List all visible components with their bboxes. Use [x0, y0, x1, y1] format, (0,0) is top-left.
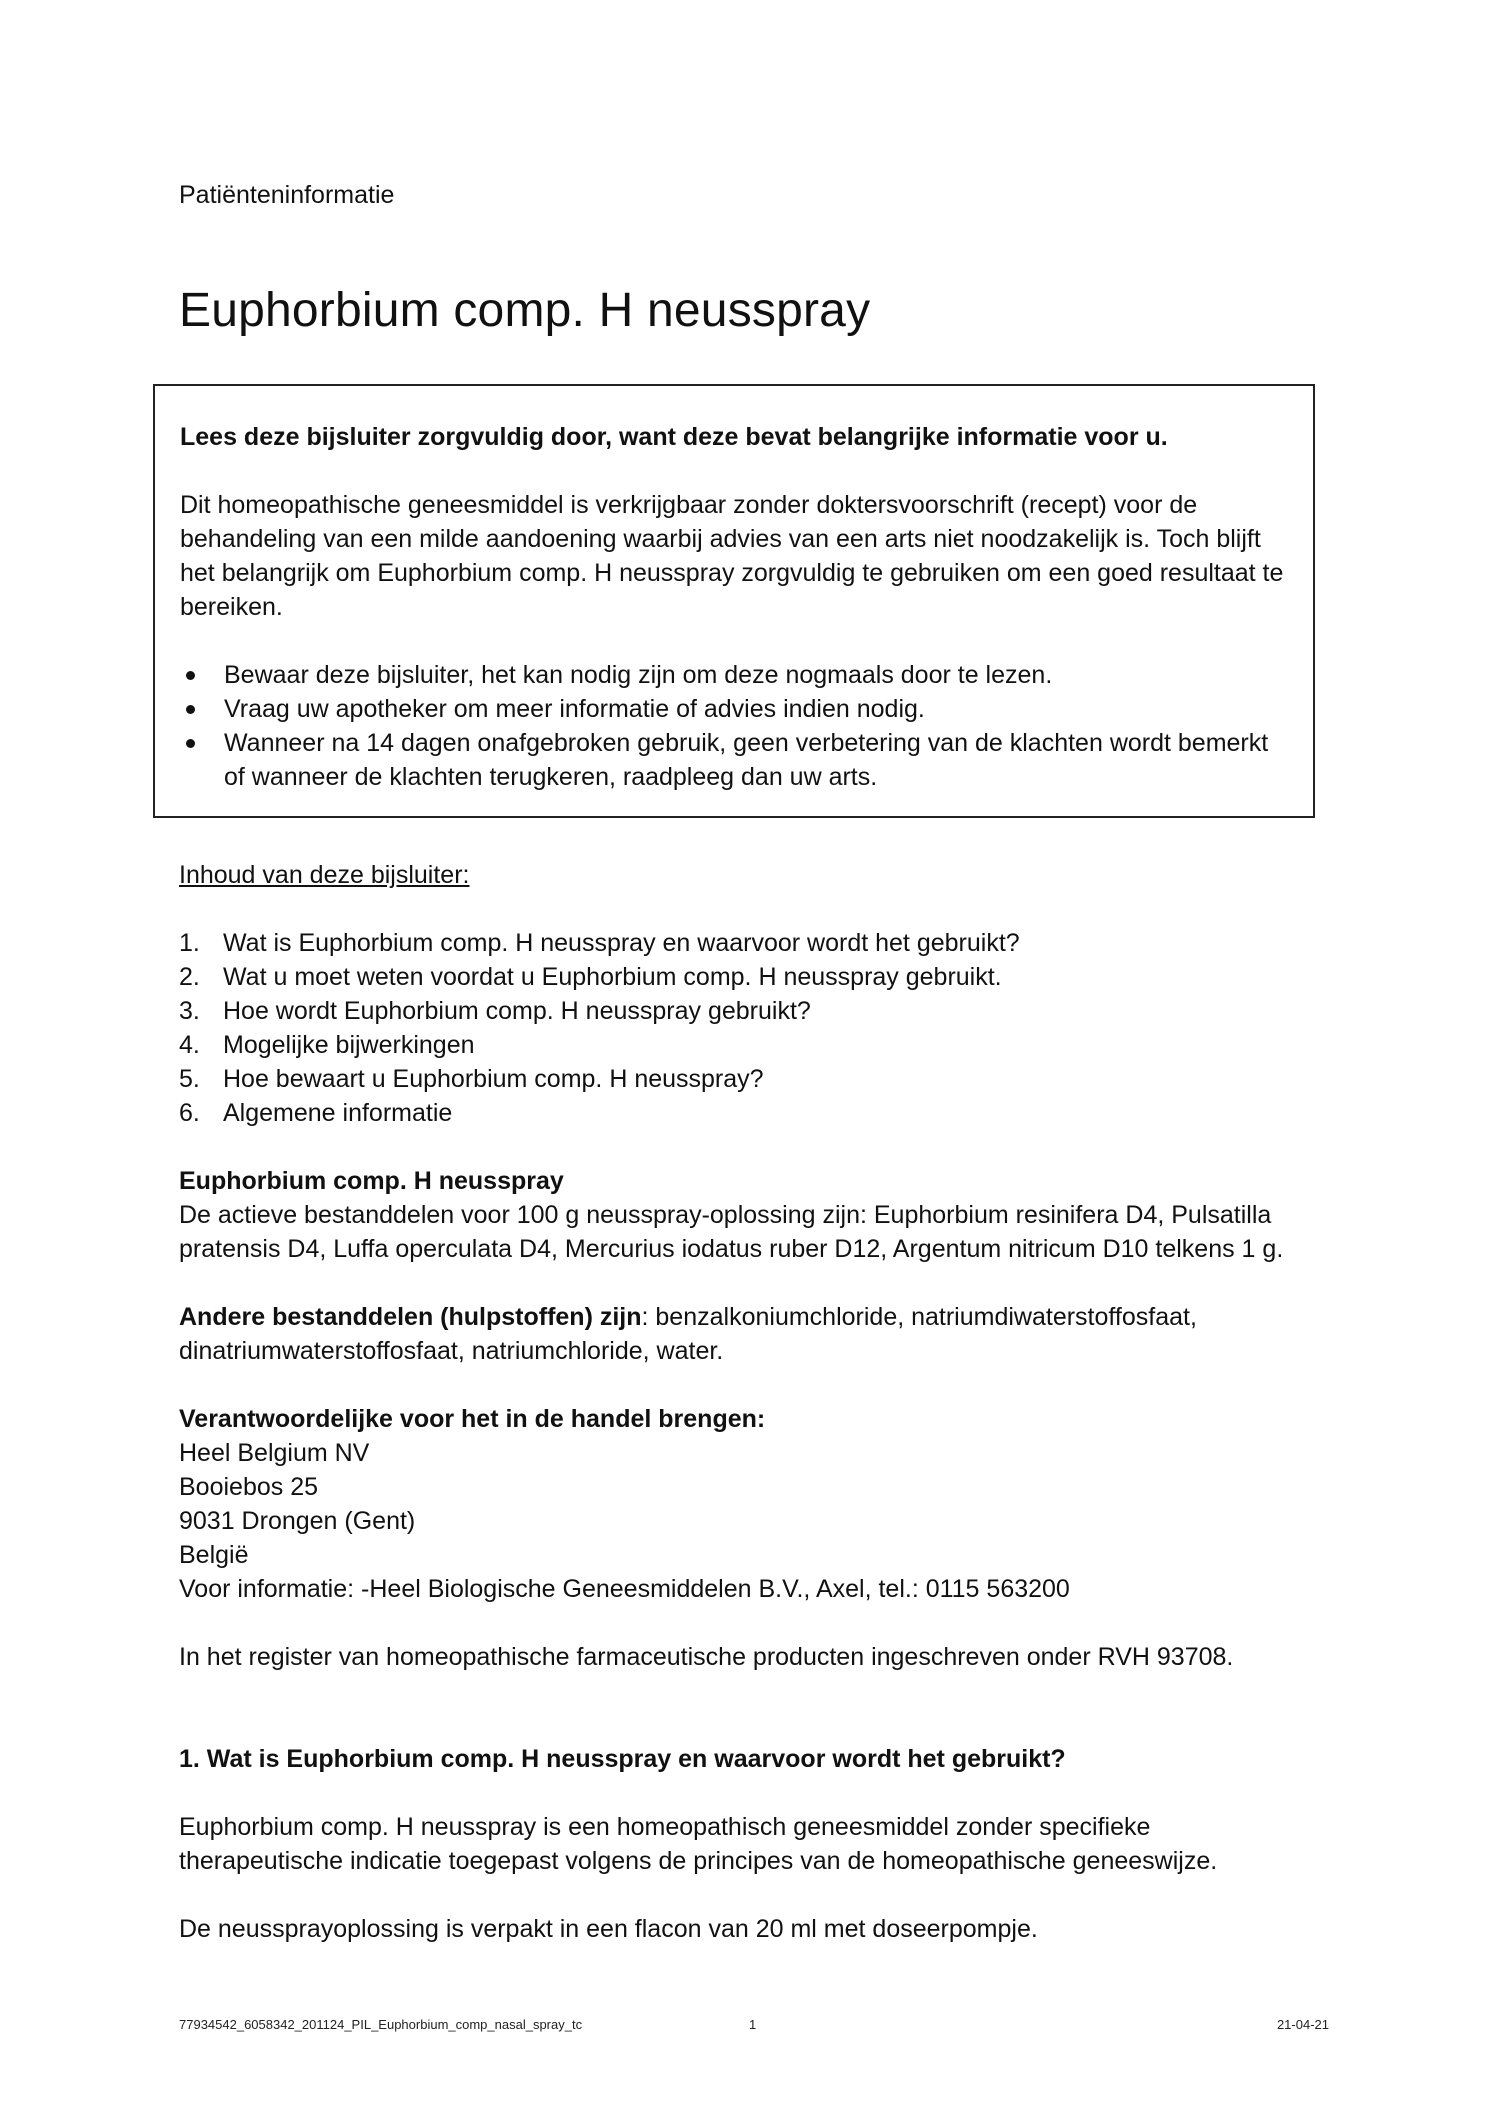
- excipients-label: Andere bestanddelen (hulpstoffen) zijn: [179, 1303, 642, 1331]
- toc-item: [179, 960, 1319, 994]
- marketing-holder-contact: Voor informatie: -Heel Biologische Geneesmiddelen B.V., Axel, tel.: 0115 563200: [179, 1575, 1070, 1603]
- document-body: [179, 178, 1319, 1946]
- marketing-holder-name: Heel Belgium NV: [179, 1439, 370, 1467]
- bullet-icon: [186, 705, 195, 714]
- footer-date: 21-04-21: [1276, 2017, 1329, 2032]
- section-1-paragraph: De neussprayoplossing is verpakt in een flacon van 20 ml met doseerpompje.: [179, 1915, 1038, 1943]
- composition-text: De actieve bestanddelen voor 100 g neusspray-oplossing zijn: Euphorbium resinifera D4, Pulsatilla pratensis D4, Luffa operculata D4, Mercurius iodatus ruber D12, Argentum nitricum D10 telkens 1 g.: [179, 1201, 1284, 1263]
- toc-item-number: 4.: [179, 1031, 200, 1059]
- section-1-heading: 1. Wat is Euphorbium comp. H neusspray en waarvoor wordt het gebruikt?: [179, 1745, 1066, 1773]
- toc-list: [179, 926, 1319, 1130]
- bullet-icon: [186, 671, 195, 680]
- notice-bullet-list: [180, 658, 1289, 794]
- notice-bullet-item: [180, 726, 1289, 794]
- document-kicker: Patiënteninformatie: [179, 181, 395, 209]
- toc-item: [179, 1096, 1319, 1130]
- notice-bullet-text: Vraag uw apotheker om meer informatie of advies indien nodig.: [224, 695, 925, 723]
- toc-item-text: Wat is Euphorbium comp. H neusspray en waarvoor wordt het gebruikt?: [223, 929, 1020, 957]
- marketing-holder-country: België: [179, 1541, 249, 1569]
- notice-paragraph: Dit homeopathische geneesmiddel is verkrijgbaar zonder doktersvoorschrift (recept) voor de behandeling van een milde aandoening waarbij advies van een arts niet noodzakelijk is. Toch blijft het belangrijk om Euphorbium comp. H neusspray zorgvuldig te gebruiken om een goed resultaat te bereiken.: [180, 491, 1284, 621]
- marketing-holder-block: [179, 1402, 1319, 1606]
- footer-filename: 77934542_6058342_201124_PIL_Euphorbium_comp_nasal_spray_tc: [179, 2017, 583, 2032]
- important-notice-box: [153, 384, 1315, 818]
- marketing-holder-city: 9031 Drongen (Gent): [179, 1507, 416, 1535]
- notice-bullet-text: Wanneer na 14 dagen onafgebroken gebruik, geen verbetering van de klachten wordt bemerkt of wanneer de klachten terugkeren, raadpleeg dan uw arts.: [224, 729, 1269, 791]
- toc-item-text: Algemene informatie: [223, 1099, 453, 1127]
- toc-item: [179, 1062, 1319, 1096]
- toc-item-text: Mogelijke bijwerkingen: [223, 1031, 475, 1059]
- notice-lead: Lees deze bijsluiter zorgvuldig door, want deze bevat belangrijke informatie voor u.: [180, 423, 1168, 451]
- toc-item: [179, 926, 1319, 960]
- toc-item: [179, 1028, 1319, 1062]
- composition-block: [179, 1164, 1319, 1266]
- excipients-block: [179, 1300, 1319, 1368]
- marketing-holder-heading: Verantwoordelijke voor het in de handel brengen:: [179, 1405, 766, 1433]
- toc-item-number: 2.: [179, 963, 200, 991]
- toc-item-number: 5.: [179, 1065, 200, 1093]
- composition-heading: Euphorbium comp. H neusspray: [179, 1167, 564, 1195]
- footer-page-number: 1: [749, 2017, 757, 2032]
- notice-bullet-item: [180, 658, 1289, 692]
- register-statement: In het register van homeopathische farmaceutische producten ingeschreven onder RVH 93708.: [179, 1643, 1234, 1671]
- toc-item-text: Hoe wordt Euphorbium comp. H neusspray gebruikt?: [223, 997, 811, 1025]
- excipients-text: : benzalkoniumchloride, natriumdiwaterstoffosfaat, dinatriumwaterstoffosfaat, natriumchloride, water.: [179, 1303, 1197, 1365]
- notice-bullet-text: Bewaar deze bijsluiter, het kan nodig zijn om deze nogmaals door te lezen.: [224, 661, 1053, 689]
- notice-bullet-item: [180, 692, 1289, 726]
- toc-item-number: 1.: [179, 929, 200, 957]
- toc-item-number: 6.: [179, 1099, 200, 1127]
- page-footer: [179, 2015, 1329, 2035]
- toc-item-text: Wat u moet weten voordat u Euphorbium comp. H neusspray gebruikt.: [223, 963, 1002, 991]
- toc-item-number: 3.: [179, 997, 200, 1025]
- document-title: Euphorbium comp. H neusspray: [179, 284, 871, 337]
- toc-item-text: Hoe bewaart u Euphorbium comp. H neusspray?: [223, 1065, 764, 1093]
- bullet-icon: [186, 739, 195, 748]
- marketing-holder-street: Booiebos 25: [179, 1473, 319, 1501]
- toc-item: [179, 994, 1319, 1028]
- section-1-paragraph: Euphorbium comp. H neusspray is een homeopathisch geneesmiddel zonder specifieke therapeutische indicatie toegepast volgens de principes van de homeopathische geneeswijze.: [179, 1813, 1218, 1875]
- toc-heading: Inhoud van deze bijsluiter:: [179, 861, 470, 889]
